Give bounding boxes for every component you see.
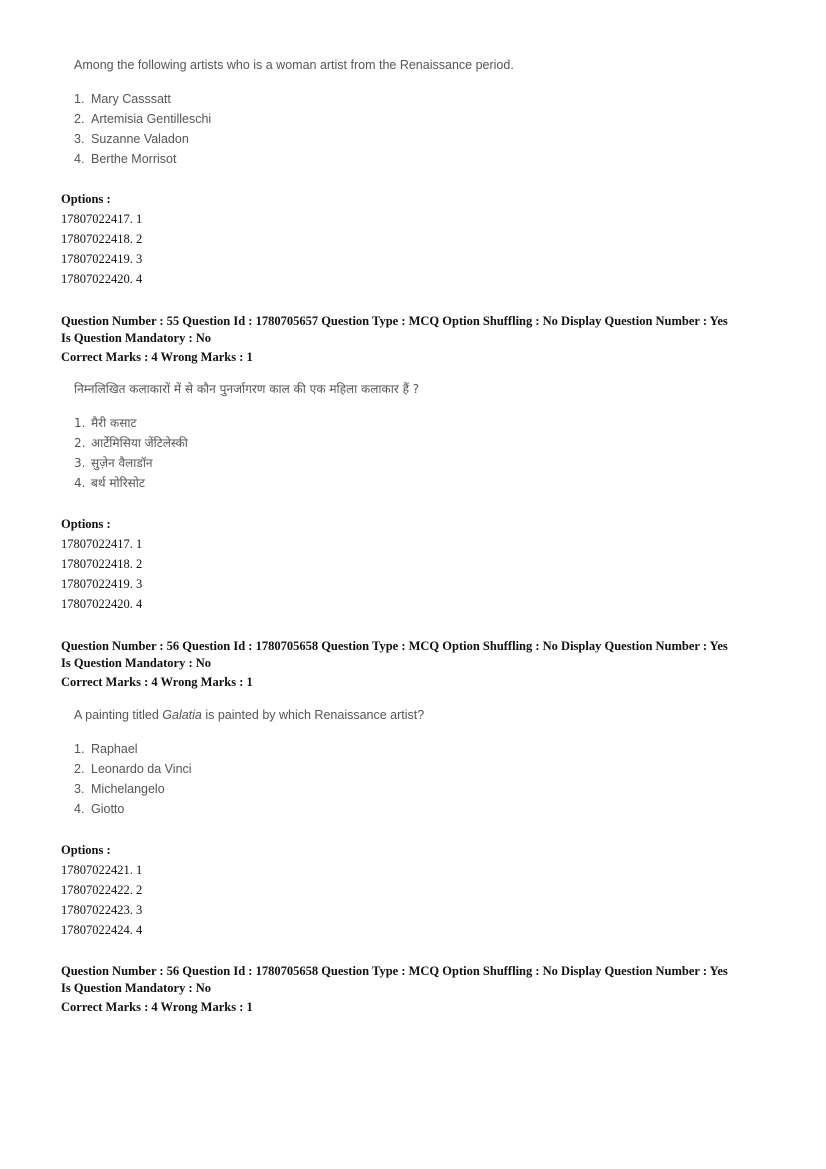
options-heading: Options :	[61, 192, 111, 206]
choice-number: 1.	[74, 416, 86, 430]
mandatory-line: Is Question Mandatory : No	[61, 331, 212, 345]
choice-item	[74, 453, 419, 473]
choice-item	[74, 433, 419, 453]
option-item: 17807022421. 1	[61, 863, 143, 877]
option-item: 17807022420. 4	[61, 597, 143, 611]
options-block-55	[61, 514, 142, 614]
choice-item	[74, 149, 514, 169]
choice-item	[74, 799, 424, 819]
stem-text-before: A painting titled	[74, 708, 163, 722]
choice-item	[74, 129, 514, 149]
choice-number: 1.	[74, 742, 85, 756]
choice-text: Suzanne Valadon	[91, 132, 189, 146]
question-55-image	[74, 379, 419, 493]
question-info-line: Question Number : 56 Question Id : 1780705658 Question Type : MCQ Option Shuffling : No Display Question Number : Yes	[61, 639, 728, 653]
choice-item	[74, 759, 424, 779]
option-item: 17807022419. 3	[61, 577, 143, 591]
options-block-56	[61, 840, 142, 940]
option-item: 17807022422. 2	[61, 883, 143, 897]
stem-text-after: is painted by which Renaissance artist?	[201, 708, 425, 722]
option-item: 17807022417. 1	[61, 537, 143, 551]
choice-text: Mary Casssatt	[91, 92, 171, 106]
choice-number: 1.	[74, 92, 85, 106]
marks-line: Correct Marks : 4 Wrong Marks : 1	[61, 350, 253, 364]
question-stem: निम्नलिखित कलाकारों में से कौन पुनर्जागरण काल की एक महिला कलाकार हैं ?	[74, 382, 420, 396]
choice-text: Giotto	[91, 802, 125, 816]
option-item: 17807022420. 4	[61, 272, 143, 286]
choice-number: 3.	[74, 132, 85, 146]
question-stem	[74, 705, 424, 725]
option-item: 17807022419. 3	[61, 252, 143, 266]
choice-list	[74, 89, 514, 169]
option-item: 17807022423. 3	[61, 903, 143, 917]
option-item: 17807022418. 2	[61, 232, 143, 246]
choice-item	[74, 473, 419, 493]
choice-number: 2.	[74, 436, 86, 450]
choice-number: 4.	[74, 802, 85, 816]
choice-text: Michelangelo	[91, 782, 165, 796]
choice-text: Artemisia Gentilleschi	[91, 112, 212, 126]
option-item: 17807022424. 4	[61, 923, 143, 937]
options-heading: Options :	[61, 843, 111, 857]
marks-line: Correct Marks : 4 Wrong Marks : 1	[61, 1000, 253, 1014]
question-55-meta	[61, 313, 781, 366]
mandatory-line: Is Question Mandatory : No	[61, 656, 212, 670]
choice-text: आर्टेमिसिया जेंटिलेस्की	[91, 436, 188, 450]
choice-item	[74, 413, 419, 433]
choice-number: 4.	[74, 152, 85, 166]
choice-item	[74, 739, 424, 759]
choice-number: 3.	[74, 782, 85, 796]
choice-item	[74, 109, 514, 129]
choice-text: मैरी कसाट	[91, 416, 137, 430]
painting-title: Galatia	[162, 708, 202, 722]
question-56-meta	[61, 638, 781, 691]
question-54-image	[74, 55, 514, 169]
choice-list	[74, 739, 424, 819]
choice-text: Raphael	[91, 742, 138, 756]
option-item: 17807022418. 2	[61, 557, 143, 571]
question-info-line: Question Number : 56 Question Id : 1780705658 Question Type : MCQ Option Shuffling : No Display Question Number : Yes	[61, 964, 728, 978]
choice-text: सुज़ेन वैलाडॉन	[91, 456, 153, 470]
choice-text: बर्थ मोरिसोट	[91, 476, 145, 490]
question-56-repeat-meta	[61, 963, 781, 1016]
choice-number: 2.	[74, 112, 85, 126]
question-stem: Among the following artists who is a woman artist from the Renaissance period.	[74, 58, 514, 72]
choice-number: 2.	[74, 762, 85, 776]
choice-text: Berthe Morrisot	[91, 152, 177, 166]
question-56-image	[74, 705, 424, 819]
option-item: 17807022417. 1	[61, 212, 143, 226]
mandatory-line: Is Question Mandatory : No	[61, 981, 212, 995]
marks-line: Correct Marks : 4 Wrong Marks : 1	[61, 675, 253, 689]
choice-number: 4.	[74, 476, 86, 490]
choice-item	[74, 779, 424, 799]
choice-number: 3.	[74, 456, 86, 470]
options-block-54	[61, 189, 142, 289]
question-info-line: Question Number : 55 Question Id : 1780705657 Question Type : MCQ Option Shuffling : No Display Question Number : Yes	[61, 314, 728, 328]
choice-text: Leonardo da Vinci	[91, 762, 192, 776]
choice-item	[74, 89, 514, 109]
options-heading: Options :	[61, 517, 111, 531]
choice-list	[74, 413, 419, 493]
